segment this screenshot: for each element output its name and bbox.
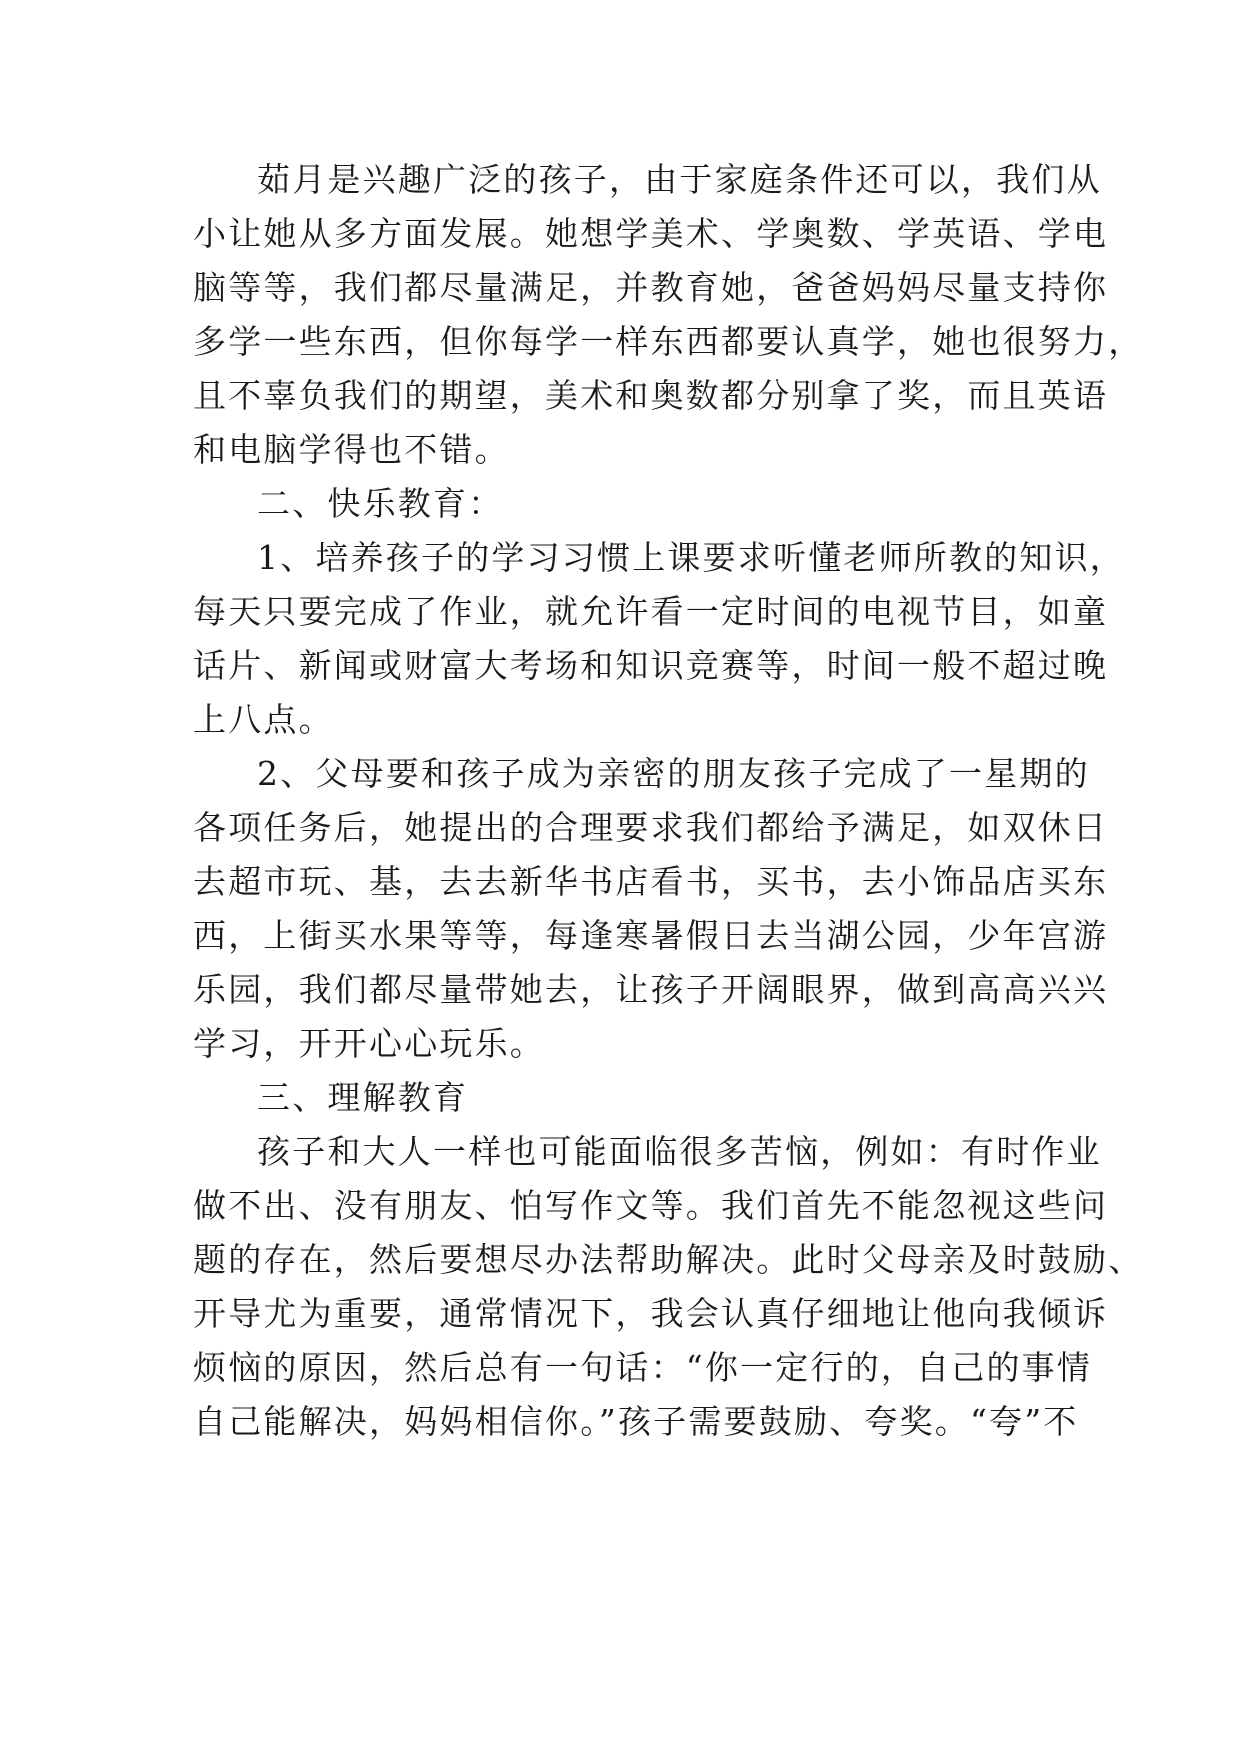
section-heading: 二、快乐教育： bbox=[257, 484, 504, 523]
text-line: 多学一些东西，但你每学一样东西都要认真学，她也很努力， bbox=[193, 322, 1144, 361]
text-line: 每天只要完成了作业，就允许看一定时间的电视节目，如童 bbox=[193, 592, 1109, 631]
text-line: 孩子和大人一样也可能面临很多苦恼，例如：有时作业 bbox=[257, 1132, 1102, 1171]
text-line: 各项任务后，她提出的合理要求我们都给予满足，如双休日 bbox=[193, 808, 1109, 847]
section-heading: 三、理解教育 bbox=[257, 1078, 469, 1117]
text-line: 和电脑学得也不错。 bbox=[193, 430, 510, 469]
text-line: 乐园，我们都尽量带她去，让孩子开阔眼界，做到高高兴兴 bbox=[193, 970, 1109, 1009]
text-line: 茹月是兴趣广泛的孩子，由于家庭条件还可以，我们从 bbox=[257, 160, 1102, 199]
text-line: 学习，开开心心玩乐。 bbox=[193, 1024, 545, 1063]
text-line: 2、父母要和孩子成为亲密的朋友孩子完成了一星期的 bbox=[257, 754, 1090, 793]
text-line: 题的存在，然后要想尽办法帮助解决。此时父母亲及时鼓励、 bbox=[193, 1240, 1144, 1279]
text-line: 去超市玩、基，去去新华书店看书，买书，去小饰品店买东 bbox=[193, 862, 1109, 901]
text-line: 烦恼的原因，然后总有一句话：“你一定行的，自己的事情 bbox=[193, 1348, 1093, 1387]
text-line: 自己能解决，妈妈相信你。”孩子需要鼓励、夸奖。“夸”不 bbox=[193, 1402, 1079, 1441]
text-line: 小让她从多方面发展。她想学美术、学奥数、学英语、学电 bbox=[193, 214, 1109, 253]
text-line: 上八点。 bbox=[193, 700, 334, 739]
text-line: 1、培养孩子的学习习惯上课要求听懂老师所教的知识， bbox=[257, 538, 1125, 577]
text-line: 话片、新闻或财富大考场和知识竞赛等，时间一般不超过晚 bbox=[193, 646, 1109, 685]
text-line: 做不出、没有朋友、怕写作文等。我们首先不能忽视这些问 bbox=[193, 1186, 1109, 1225]
text-line: 脑等等，我们都尽量满足，并教育她，爸爸妈妈尽量支持你 bbox=[193, 268, 1109, 307]
text-line: 且不辜负我们的期望，美术和奥数都分别拿了奖，而且英语 bbox=[193, 376, 1109, 415]
text-line: 西，上街买水果等等，每逢寒暑假日去当湖公园，少年宫游 bbox=[193, 916, 1109, 955]
text-line: 开导尤为重要，通常情况下，我会认真仔细地让他向我倾诉 bbox=[193, 1294, 1109, 1333]
